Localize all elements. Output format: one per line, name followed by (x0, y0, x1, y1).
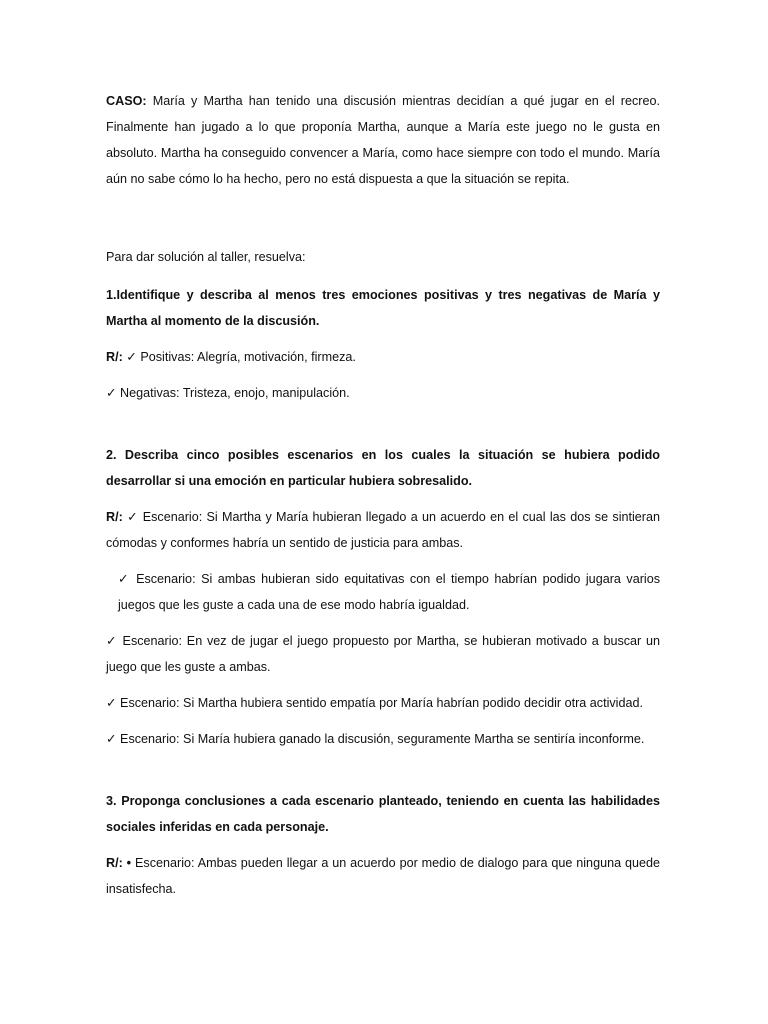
bullet-icon: • (122, 856, 132, 870)
answer-1-positivas (106, 344, 660, 370)
answer-2-scenario-2: ✓ Escenario: Si ambas hubieran sido equitativas con el tiempo habrían podido jugara varios juegos que les guste a cada una de ese modo habría igualdad. (118, 572, 660, 612)
case-label: CASO: (106, 94, 147, 108)
question-2: 2. Describa cinco posibles escenarios en los cuales la situación se hubiera podido desarrollar si una emoción en particular hubiera sobresalido. (106, 448, 660, 488)
answer-2-scenario-1-text: ✓ Escenario: Si Martha y María hubieran llegado a un acuerdo en el cual las dos se sintieran cómodas y conformes habría un sentido de justicia para ambas. (106, 510, 660, 550)
answer-2-label: R/: (106, 510, 123, 524)
question-1: 1.Identifique y describa al menos tres emociones positivas y tres negativas de María y Martha al momento de la discusión. (106, 288, 660, 328)
answer-1-positivas-text: ✓ Positivas: Alegría, motivación, firmeza. (122, 350, 356, 364)
answer-2-scenario-5: ✓ Escenario: Si María hubiera ganado la discusión, seguramente Martha se sentiría inconforme. (106, 732, 645, 746)
answer-2-scenario-1 (106, 504, 660, 556)
question-3: 3. Proponga conclusiones a cada escenario planteado, teniendo en cuenta las habilidades sociales inferidas en cada personaje. (106, 794, 660, 834)
answer-1-label: R/: (106, 350, 123, 364)
answer-3-text: Escenario: Ambas pueden llegar a un acuerdo por medio de dialogo para que ninguna quede insatisfecha. (106, 856, 660, 896)
answer-2-scenario-3: ✓ Escenario: En vez de jugar el juego propuesto por Martha, se hubieran motivado a buscar un juego que les guste a ambas. (106, 634, 660, 674)
case-paragraph (106, 88, 660, 192)
answer-3-label: R/: (106, 856, 123, 870)
answer-1-negativas: ✓ Negativas: Tristeza, enojo, manipulación. (106, 386, 350, 400)
intro-text: Para dar solución al taller, resuelva: (106, 250, 306, 264)
answer-3 (106, 850, 660, 902)
answer-2-scenario-4: ✓ Escenario: Si Martha hubiera sentido empatía por María habrían podido decidir otra actividad. (106, 696, 643, 710)
case-text: María y Martha han tenido una discusión mientras decidían a qué jugar en el recreo. Finalmente han jugado a lo que proponía Martha, aunque a María este juego no le gusta en absoluto. Martha ha conseguido convencer a María, como hace siempre con todo el mundo. María aún no sabe cómo lo ha hecho, pero no está dispuesta a que la situación se repita. (106, 94, 660, 186)
document-page (106, 88, 660, 902)
